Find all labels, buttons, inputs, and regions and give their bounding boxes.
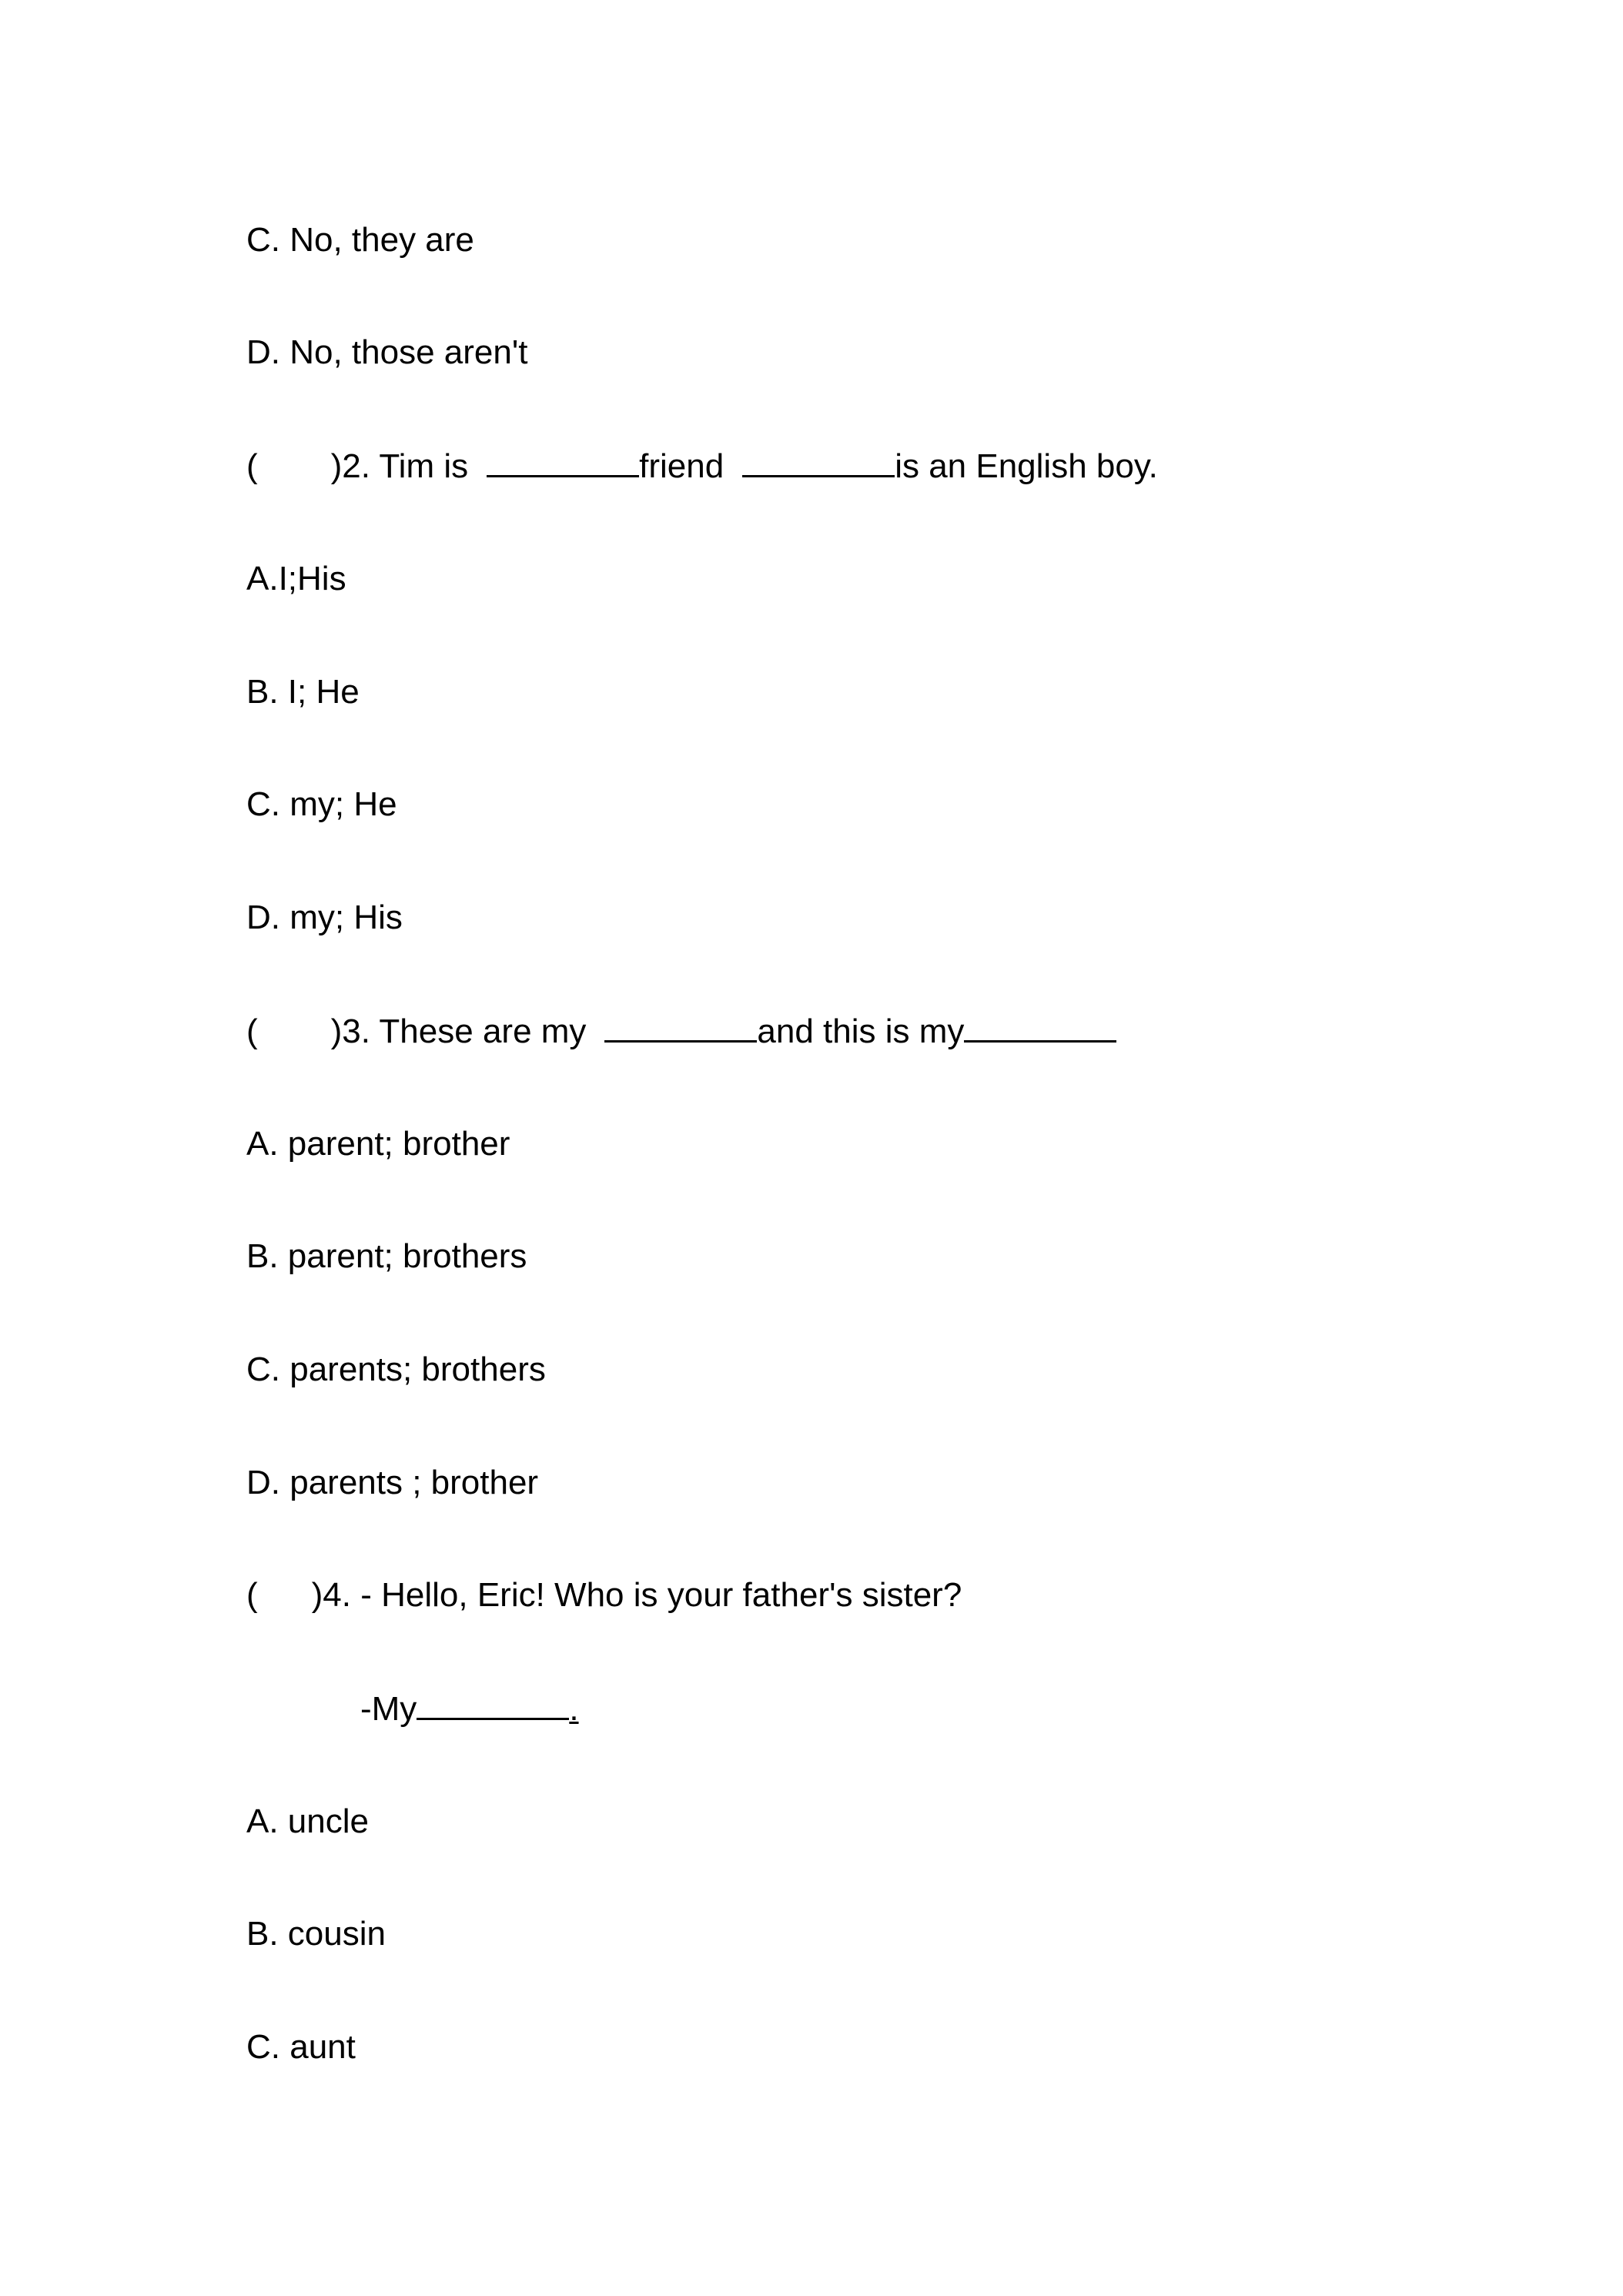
q2-option-a: A.I;His bbox=[246, 560, 346, 597]
q4-open-paren: ( bbox=[246, 1576, 258, 1614]
q2-blank-1 bbox=[487, 443, 639, 477]
q3-option-c: C. parents; brothers bbox=[246, 1350, 546, 1388]
q2-stem bbox=[246, 443, 1158, 490]
q2-open-paren: ( bbox=[246, 447, 258, 485]
q4-option-a: A. uncle bbox=[246, 1802, 369, 1840]
q2-tail: is an English boy. bbox=[895, 447, 1158, 485]
q3-option-a: A. parent; brother bbox=[246, 1125, 510, 1163]
q2-option-c: C. my; He bbox=[246, 785, 397, 823]
q3-blank-1 bbox=[604, 1008, 757, 1043]
q2-option-b: B. I; He bbox=[246, 673, 360, 711]
q2-option-d: D. my; His bbox=[246, 899, 403, 936]
q3-option-d: D. parents ; brother bbox=[246, 1464, 539, 1501]
q1-option-c: C. No, they are bbox=[246, 221, 474, 259]
q4-answer-line bbox=[360, 1685, 579, 1732]
q1-option-d: D. No, those aren't bbox=[246, 333, 528, 371]
q4-answer-prefix: -My bbox=[360, 1690, 417, 1728]
q4-option-b: B. cousin bbox=[246, 1915, 386, 1953]
q4-option-c: C. aunt bbox=[246, 2028, 356, 2066]
q3-blank-2 bbox=[964, 1008, 1116, 1043]
q2-number: )2. Tim is bbox=[330, 447, 469, 485]
q2-word: friend bbox=[639, 447, 724, 485]
q4-blank bbox=[417, 1685, 569, 1720]
q3-middle: and this is my bbox=[757, 1012, 965, 1050]
q4-number: )4. - Hello, Eric! Who is your father's sister? bbox=[311, 1576, 962, 1614]
q3-stem bbox=[246, 1008, 1116, 1055]
q2-blank-2 bbox=[742, 443, 895, 477]
q3-number: )3. These are my bbox=[330, 1012, 587, 1050]
q4-answer-suffix: . bbox=[569, 1690, 579, 1728]
q3-open-paren: ( bbox=[246, 1012, 258, 1050]
q3-option-b: B. parent; brothers bbox=[246, 1237, 527, 1275]
q4-stem bbox=[246, 1572, 962, 1618]
